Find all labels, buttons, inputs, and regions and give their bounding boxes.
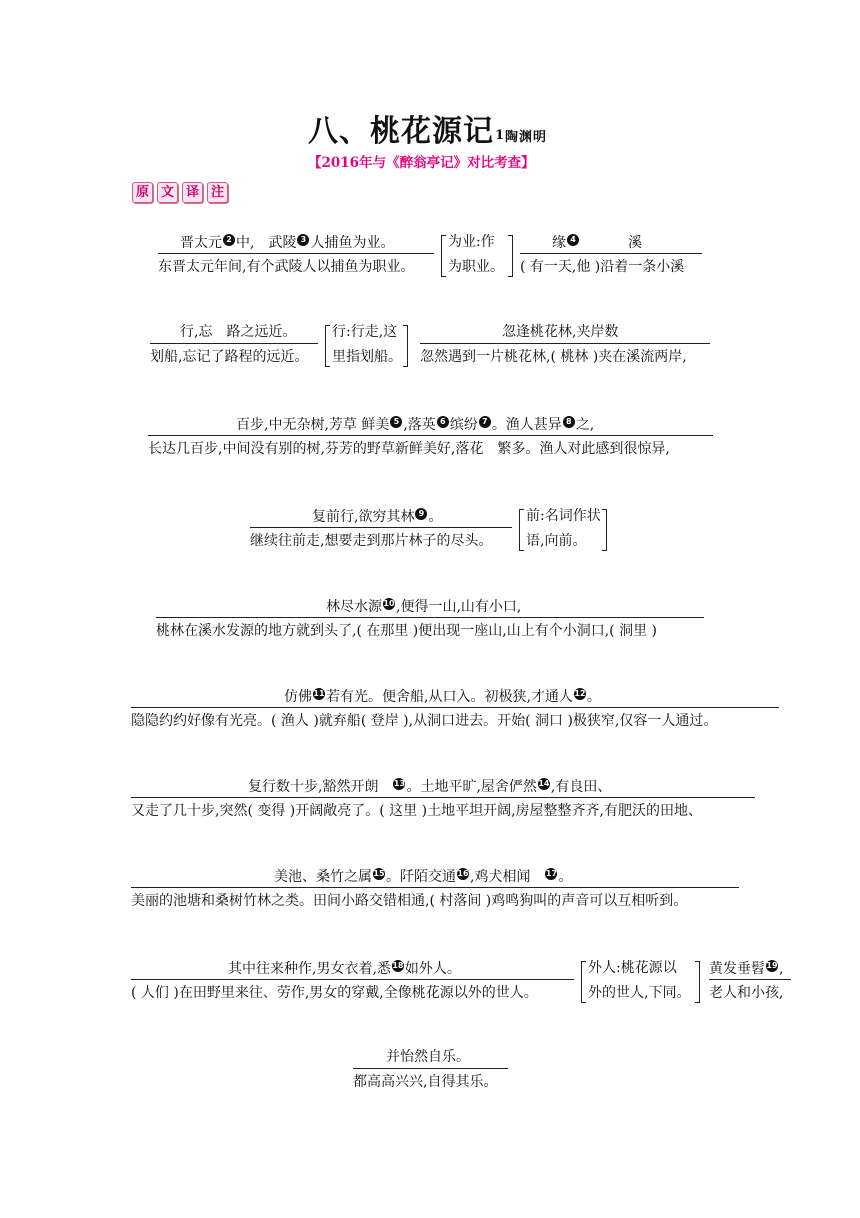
- annotation-bracket-left: [581, 961, 586, 1003]
- translation-text: 美丽的池塘和桑树竹林之类。田间小路交错相通,( 村落间 )鸡鸣狗叫的声音可以互相听到。: [131, 893, 688, 909]
- annotation-line: 语,向前。: [526, 533, 587, 549]
- annotation-bracket-right: [403, 325, 408, 367]
- text-fragment: 溪: [628, 235, 642, 251]
- text-fragment: 之,: [575, 417, 595, 433]
- original-text: [312, 508, 442, 525]
- text-fragment: 复行数十步,豁然开朗: [248, 779, 393, 795]
- footnote-mark: 12: [574, 689, 586, 698]
- footnote-mark: 6: [437, 416, 449, 428]
- original-text: 行,忘 路之远近。: [180, 324, 297, 340]
- footnote-mark: 4: [567, 234, 579, 246]
- text-fragment: 中, 武陵: [236, 235, 297, 251]
- original-text: [326, 598, 521, 615]
- annotation-bracket-left: [519, 509, 524, 551]
- badge-char: 译: [182, 182, 203, 203]
- annotation-line: 外的世人,下同。: [588, 985, 691, 1001]
- footnote-mark: 3: [297, 234, 309, 246]
- divider-line: [158, 253, 434, 254]
- annotation-bracket-right: [602, 509, 607, 551]
- translation-text: 忽然遇到一片桃花林,( 桃林 )夹在溪流两岸,: [420, 349, 687, 365]
- text-fragment: 。: [558, 869, 573, 885]
- footnote-mark: 9: [415, 508, 427, 520]
- footnote-mark: 5: [390, 416, 402, 428]
- text-fragment: 。土地平旷,屋舍俨然: [406, 779, 537, 795]
- translation-text: 长达几百步,中间没有别的树,芬芳的野草新鲜美好,落花 繁多。渔人对此感到很惊异,: [148, 441, 670, 457]
- footnote-mark: 7: [479, 416, 491, 428]
- annotation-line: 行:行走,这: [332, 324, 398, 340]
- original-text: [180, 234, 394, 251]
- translation-text: 隐隐约约好像有光亮。( 渔人 )就弃船( 登岸 ),从洞口进去。开始( 洞口 )极狭窄,仅容一人通过。: [131, 713, 718, 729]
- page-title: [308, 106, 547, 150]
- divider-line: [131, 979, 574, 980]
- translation-text: 继续往前走,想要走到那片林子的尽头。: [250, 533, 493, 549]
- translation-text: 又走了几十步,突然( 变得 )开阔敞亮了。( 这里 )土地平坦开阔,房屋整整齐齐,有肥沃的田地、: [131, 803, 702, 819]
- original-text: 忽逢桃花林,夹岸数: [502, 324, 619, 340]
- annotation-bracket-right: [695, 961, 700, 1003]
- badge-char: 文: [157, 182, 178, 203]
- text-fragment: 缤纷: [449, 417, 478, 433]
- text-fragment: 黄发垂髫: [709, 961, 765, 977]
- footnote-mark: 11: [313, 689, 325, 698]
- translation-text: 划船,忘记了路程的远近。: [150, 349, 309, 365]
- original-text: [236, 416, 594, 433]
- translation-text: ( 有一天,他 )沿着一条小溪: [520, 259, 685, 275]
- text-fragment: ,便得一山,山有小口,: [396, 599, 522, 615]
- annotation-bracket-left: [325, 325, 330, 367]
- text-fragment: 。阡陌交通: [386, 869, 456, 885]
- translation-text: 东晋太元年间,有个武陵人以捕鱼为职业。: [158, 259, 415, 275]
- text-fragment: ,有良田、: [550, 779, 612, 795]
- divider-line: [353, 1068, 508, 1069]
- footnote-mark: 15: [373, 869, 385, 878]
- text-fragment: ,: [779, 961, 784, 977]
- title-text: 八、桃花源记: [308, 114, 494, 149]
- divider-line: [131, 797, 755, 798]
- badge-char: 原: [132, 182, 153, 203]
- text-fragment: 。渔人甚异: [491, 417, 562, 433]
- original-text: [284, 688, 601, 705]
- original-text: [274, 868, 572, 885]
- divider-line: [131, 707, 779, 708]
- text-fragment: 百步,中无杂树,芳草 鲜美: [236, 417, 390, 433]
- footnote-mark: 16: [457, 869, 469, 878]
- text-fragment: 。: [428, 509, 443, 525]
- translation-text: 老人和小孩,: [709, 985, 784, 1001]
- original-text: [248, 778, 611, 795]
- text-fragment: 复前行,欲穷其林: [312, 509, 415, 525]
- translation-text: ( 人们 )在田野里来往、劳作,男女的穿戴,全像桃花源以外的世人。: [131, 985, 538, 1001]
- section-badge: [132, 181, 232, 203]
- annotation-line: 外人:桃花源以: [588, 960, 677, 976]
- footnote-mark: 10: [383, 599, 395, 608]
- title-footnote-mark: 1: [495, 128, 506, 143]
- text-fragment: 仿佛: [284, 689, 312, 705]
- divider-line: [520, 253, 702, 254]
- footnote-mark: 13: [393, 779, 406, 788]
- footnote-mark: 18: [392, 961, 404, 970]
- author: 陶渊明: [505, 130, 548, 145]
- text-fragment: 缘: [552, 235, 566, 251]
- text-fragment: 晋太元: [180, 235, 222, 251]
- annotation-line: 里指划船。: [332, 349, 402, 365]
- text-fragment: 其中往来种作,男女衣着,悉: [228, 961, 391, 977]
- original-text: [709, 960, 783, 977]
- divider-line: [150, 343, 318, 344]
- annotation-line: 前:名词作状: [526, 508, 601, 524]
- text-fragment: 如外人。: [404, 961, 461, 977]
- text-fragment: 若有光。便舍船,从口入。初极狭,才通人: [326, 689, 573, 705]
- annotation-line: 为业:作: [448, 234, 495, 250]
- text-fragment: 。: [586, 689, 601, 705]
- text-fragment: 美池、桑竹之属: [274, 869, 372, 885]
- original-text: [552, 234, 642, 251]
- footnote-mark: 19: [766, 961, 778, 970]
- text-fragment: 林尽水源: [326, 599, 382, 615]
- divider-line: [156, 617, 704, 618]
- divider-line: [420, 343, 710, 344]
- translation-text: 桃林在溪水发源的地方就到头了,( 在那里 )便出现一座山,山上有个小洞口,( 洞里 ): [156, 623, 657, 639]
- annotation-line: 为职业。: [448, 259, 504, 275]
- divider-line: [131, 887, 739, 888]
- footnote-mark: 14: [538, 779, 550, 788]
- translation-text: 都高高兴兴,自得其乐。: [353, 1074, 498, 1090]
- exam-note: 【2016年与《醉翁亭记》对比考查】: [308, 155, 535, 171]
- footnote-mark: 2: [223, 234, 235, 246]
- footnote-mark: 8: [563, 416, 575, 428]
- annotation-bracket-left: [441, 235, 446, 277]
- badge-char: 注: [207, 182, 228, 203]
- text-fragment: 人捕鱼为业。: [310, 235, 395, 251]
- divider-line: [148, 435, 713, 436]
- text-fragment: ,鸡犬相闻: [470, 869, 545, 885]
- divider-line: [250, 527, 512, 528]
- annotation-bracket-right: [508, 235, 513, 277]
- footnote-mark: 17: [545, 869, 558, 878]
- divider-line: [709, 979, 791, 980]
- text-fragment: ,落英: [403, 417, 436, 433]
- original-text: [228, 960, 461, 977]
- original-text: 并怡然自乐。: [386, 1049, 470, 1065]
